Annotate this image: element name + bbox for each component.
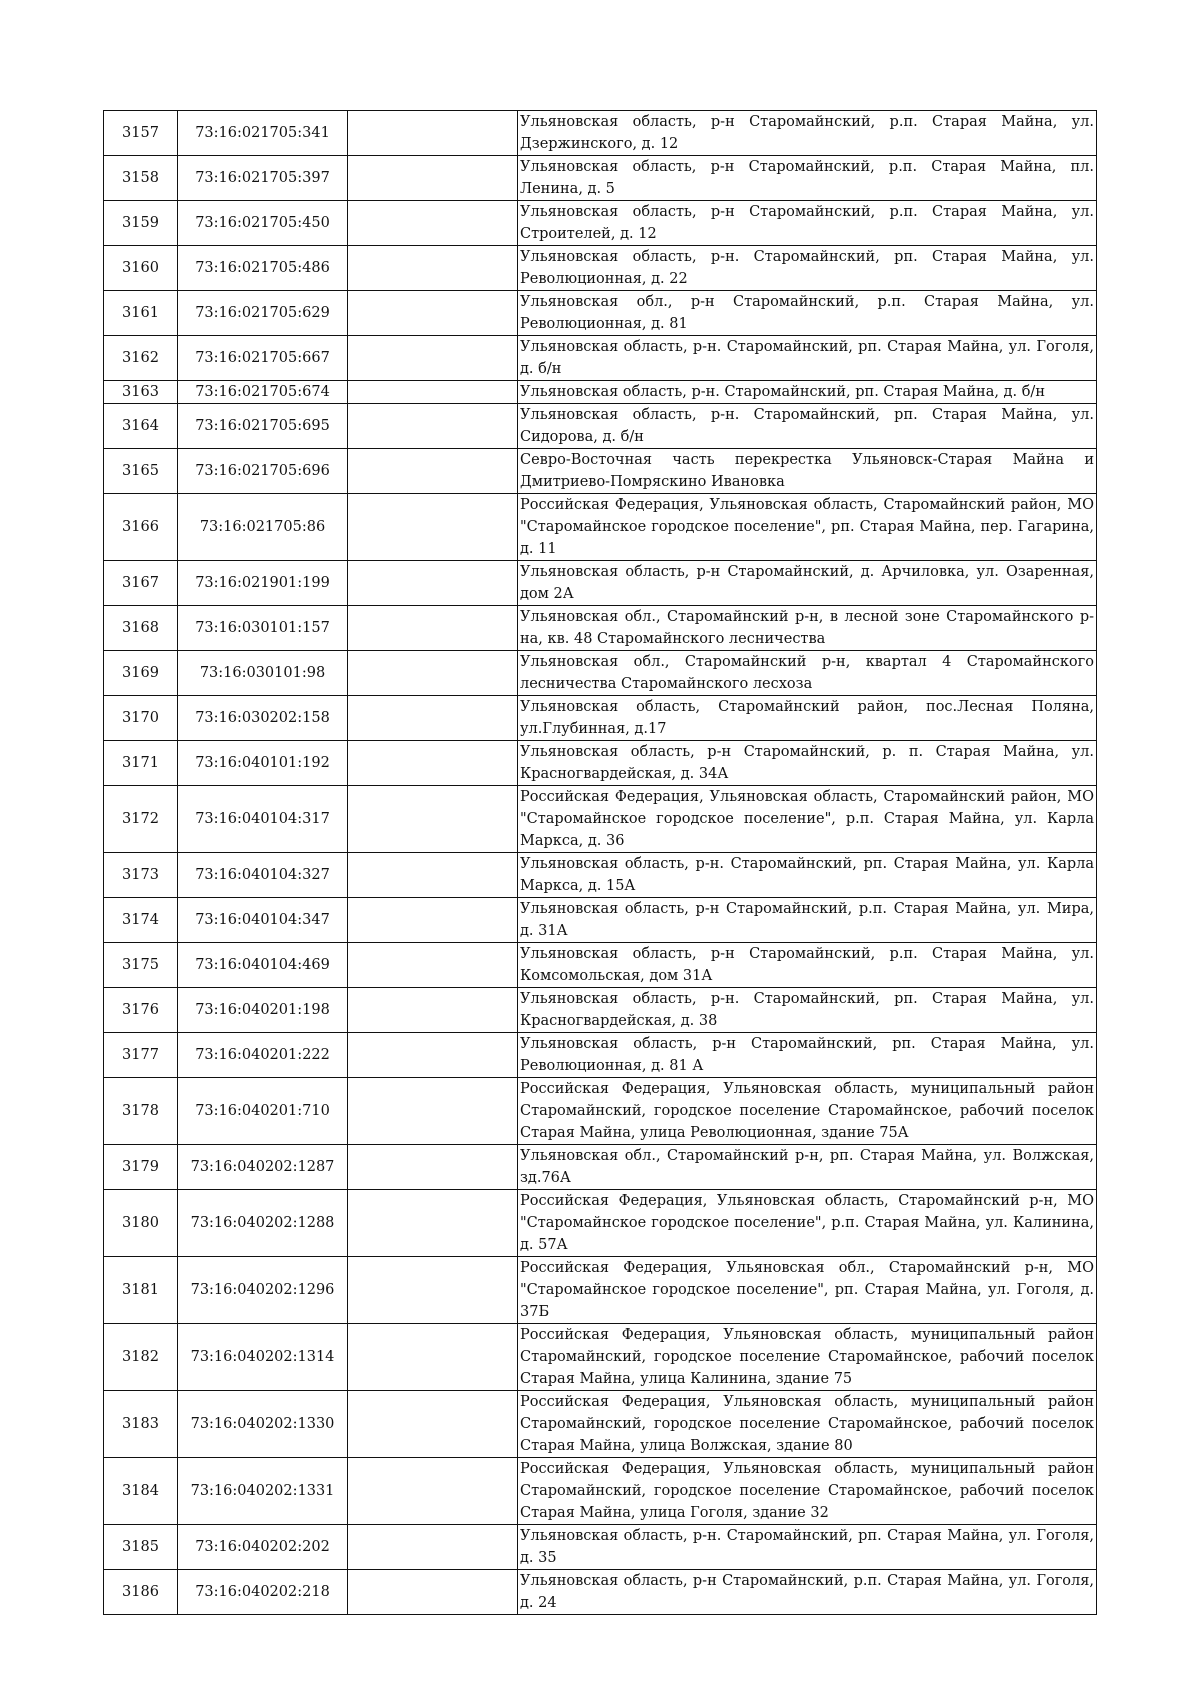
table-row bbox=[104, 988, 1097, 1033]
empty-cell bbox=[348, 696, 518, 741]
cadastral-number: 73:16:040104:327 bbox=[178, 853, 348, 898]
row-number: 3161 bbox=[104, 291, 178, 336]
empty-cell bbox=[348, 1570, 518, 1615]
address: Ульяновская область, р-н. Старомайнский, рп. Старая Майна, ул. Революционная, д. 22 bbox=[518, 246, 1097, 291]
empty-cell bbox=[348, 246, 518, 291]
row-number: 3186 bbox=[104, 1570, 178, 1615]
row-number: 3179 bbox=[104, 1145, 178, 1190]
cadastral-number: 73:16:040202:1331 bbox=[178, 1458, 348, 1525]
address: Ульяновская область, р-н Старомайнский, р.п. Старая Майна, ул. Комсомольская, дом 31А bbox=[518, 943, 1097, 988]
row-number: 3181 bbox=[104, 1257, 178, 1324]
address: Ульяновская область, р-н Старомайнский, р.п. Старая Майна, ул. Строителей, д. 12 bbox=[518, 201, 1097, 246]
address: Ульяновская область, р-н. Старомайнский, рп. Старая Майна, ул. Карла Маркса, д. 15А bbox=[518, 853, 1097, 898]
cadastral-number: 73:16:021705:674 bbox=[178, 381, 348, 404]
address: Российская Федерация, Ульяновская область, Старомайнский р-н, МО "Старомайнское городское поселение", р.п. Старая Майна, ул. Калинина, д. 57А bbox=[518, 1190, 1097, 1257]
row-number: 3184 bbox=[104, 1458, 178, 1525]
empty-cell bbox=[348, 606, 518, 651]
cadastral-number: 73:16:040201:222 bbox=[178, 1033, 348, 1078]
empty-cell bbox=[348, 494, 518, 561]
row-number: 3164 bbox=[104, 404, 178, 449]
row-number: 3158 bbox=[104, 156, 178, 201]
row-number: 3168 bbox=[104, 606, 178, 651]
empty-cell bbox=[348, 1078, 518, 1145]
cadastral-number: 73:16:021705:696 bbox=[178, 449, 348, 494]
empty-cell bbox=[348, 201, 518, 246]
row-number: 3177 bbox=[104, 1033, 178, 1078]
table-row bbox=[104, 1525, 1097, 1570]
table-row bbox=[104, 741, 1097, 786]
empty-cell bbox=[348, 1145, 518, 1190]
empty-cell bbox=[348, 786, 518, 853]
address: Ульяновская обл., Старомайнский р-н, в лесной зоне Старомайнского р-на, кв. 48 Старомайнского лесничества bbox=[518, 606, 1097, 651]
address: Ульяновская обл., Старомайнский р-н, рп. Старая Майна, ул. Волжская, зд.76А bbox=[518, 1145, 1097, 1190]
table-row bbox=[104, 246, 1097, 291]
table-row bbox=[104, 561, 1097, 606]
property-registry-table bbox=[103, 110, 1097, 1615]
table-row bbox=[104, 1033, 1097, 1078]
address: Ульяновская область, р-н. Старомайнский, рп. Старая Майна, ул. Сидорова, д. б/н bbox=[518, 404, 1097, 449]
address: Ульяновская область, р-н Старомайнский, д. Арчиловка, ул. Озаренная, дом 2А bbox=[518, 561, 1097, 606]
table-row bbox=[104, 1257, 1097, 1324]
cadastral-number: 73:16:021705:397 bbox=[178, 156, 348, 201]
address: Ульяновская область, р-н. Старомайнский, рп. Старая Майна, д. б/н bbox=[518, 381, 1097, 404]
cadastral-number: 73:16:021705:667 bbox=[178, 336, 348, 381]
row-number: 3169 bbox=[104, 651, 178, 696]
cadastral-number: 73:16:021705:450 bbox=[178, 201, 348, 246]
address: Севро-Восточная часть перекрестка Ульяновск-Старая Майна и Дмитриево-Помряскино Ивановка bbox=[518, 449, 1097, 494]
empty-cell bbox=[348, 898, 518, 943]
table-row bbox=[104, 1570, 1097, 1615]
empty-cell bbox=[348, 381, 518, 404]
empty-cell bbox=[348, 853, 518, 898]
cadastral-number: 73:16:040202:218 bbox=[178, 1570, 348, 1615]
row-number: 3167 bbox=[104, 561, 178, 606]
row-number: 3172 bbox=[104, 786, 178, 853]
cadastral-number: 73:16:040201:710 bbox=[178, 1078, 348, 1145]
row-number: 3182 bbox=[104, 1324, 178, 1391]
empty-cell bbox=[348, 741, 518, 786]
row-number: 3173 bbox=[104, 853, 178, 898]
empty-cell bbox=[348, 651, 518, 696]
address: Ульяновская область, р-н Старомайнский, р.п. Старая Майна, ул. Гоголя, д. 24 bbox=[518, 1570, 1097, 1615]
address: Ульяновская область, р-н. Старомайнский, рп. Старая Майна, ул. Гоголя, д. 35 bbox=[518, 1525, 1097, 1570]
cadastral-number: 73:16:040201:198 bbox=[178, 988, 348, 1033]
table-row bbox=[104, 1145, 1097, 1190]
cadastral-number: 73:16:040104:469 bbox=[178, 943, 348, 988]
cadastral-number: 73:16:040104:347 bbox=[178, 898, 348, 943]
table-row bbox=[104, 1324, 1097, 1391]
address: Ульяновская область, р-н. Старомайнский, рп. Старая Майна, ул. Гоголя, д. б/н bbox=[518, 336, 1097, 381]
cadastral-number: 73:16:021705:629 bbox=[178, 291, 348, 336]
address: Российская Федерация, Ульяновская область, муниципальный район Старомайнский, городское поселение Старомайнское, рабочий поселок Старая Майна, улица Гоголя, здание 32 bbox=[518, 1458, 1097, 1525]
address: Ульяновская область, р-н Старомайнский, р.п. Старая Майна, ул. Дзержинского, д. 12 bbox=[518, 111, 1097, 156]
table-row bbox=[104, 291, 1097, 336]
cadastral-number: 73:16:021705:695 bbox=[178, 404, 348, 449]
cadastral-number: 73:16:040202:1314 bbox=[178, 1324, 348, 1391]
cadastral-number: 73:16:030101:157 bbox=[178, 606, 348, 651]
empty-cell bbox=[348, 1257, 518, 1324]
row-number: 3171 bbox=[104, 741, 178, 786]
row-number: 3159 bbox=[104, 201, 178, 246]
table-row bbox=[104, 404, 1097, 449]
row-number: 3166 bbox=[104, 494, 178, 561]
row-number: 3165 bbox=[104, 449, 178, 494]
table-row bbox=[104, 1458, 1097, 1525]
row-number: 3157 bbox=[104, 111, 178, 156]
empty-cell bbox=[348, 111, 518, 156]
empty-cell bbox=[348, 1190, 518, 1257]
table-row bbox=[104, 943, 1097, 988]
table-row bbox=[104, 201, 1097, 246]
address: Российская Федерация, Ульяновская область, муниципальный район Старомайнский, городское поселение Старомайнское, рабочий поселок Старая Майна, улица Калинина, здание 75 bbox=[518, 1324, 1097, 1391]
row-number: 3160 bbox=[104, 246, 178, 291]
table-body bbox=[104, 111, 1097, 1615]
address: Ульяновская обл., р-н Старомайнский, р.п. Старая Майна, ул. Революционная, д. 81 bbox=[518, 291, 1097, 336]
empty-cell bbox=[348, 156, 518, 201]
table-row bbox=[104, 111, 1097, 156]
cadastral-number: 73:16:040101:192 bbox=[178, 741, 348, 786]
cadastral-number: 73:16:021705:341 bbox=[178, 111, 348, 156]
cadastral-number: 73:16:040202:1296 bbox=[178, 1257, 348, 1324]
row-number: 3180 bbox=[104, 1190, 178, 1257]
cadastral-number: 73:16:040104:317 bbox=[178, 786, 348, 853]
row-number: 3175 bbox=[104, 943, 178, 988]
empty-cell bbox=[348, 291, 518, 336]
cadastral-number: 73:16:021705:486 bbox=[178, 246, 348, 291]
row-number: 3162 bbox=[104, 336, 178, 381]
table-row bbox=[104, 494, 1097, 561]
table-row bbox=[104, 1391, 1097, 1458]
empty-cell bbox=[348, 404, 518, 449]
cadastral-number: 73:16:021705:86 bbox=[178, 494, 348, 561]
table-row bbox=[104, 786, 1097, 853]
table-row bbox=[104, 606, 1097, 651]
empty-cell bbox=[348, 1033, 518, 1078]
table-row bbox=[104, 336, 1097, 381]
address: Ульяновская область, Старомайнский район, пос.Лесная Поляна, ул.Глубинная, д.17 bbox=[518, 696, 1097, 741]
row-number: 3185 bbox=[104, 1525, 178, 1570]
row-number: 3183 bbox=[104, 1391, 178, 1458]
table-row bbox=[104, 853, 1097, 898]
table-row bbox=[104, 1190, 1097, 1257]
table-row bbox=[104, 696, 1097, 741]
cadastral-number: 73:16:021901:199 bbox=[178, 561, 348, 606]
empty-cell bbox=[348, 1324, 518, 1391]
row-number: 3174 bbox=[104, 898, 178, 943]
address: Ульяновская область, р-н Старомайнский, рп. Старая Майна, ул. Революционная, д. 81 А bbox=[518, 1033, 1097, 1078]
address: Ульяновская область, р-н Старомайнский, р.п. Старая Майна, ул. Мира, д. 31А bbox=[518, 898, 1097, 943]
empty-cell bbox=[348, 336, 518, 381]
row-number: 3170 bbox=[104, 696, 178, 741]
address: Российская Федерация, Ульяновская область, Старомайнский район, МО "Старомайнское городское поселение", р.п. Старая Майна, ул. Карла Маркса, д. 36 bbox=[518, 786, 1097, 853]
address: Российская Федерация, Ульяновская область, муниципальный район Старомайнский, городское поселение Старомайнское, рабочий поселок Старая Майна, улица Революционная, здание 75А bbox=[518, 1078, 1097, 1145]
address: Российская Федерация, Ульяновская область, муниципальный район Старомайнский, городское поселение Старомайнское, рабочий поселок Старая Майна, улица Волжская, здание 80 bbox=[518, 1391, 1097, 1458]
address: Ульяновская область, р-н Старомайнский, р.п. Старая Майна, пл. Ленина, д. 5 bbox=[518, 156, 1097, 201]
table-row bbox=[104, 381, 1097, 404]
empty-cell bbox=[348, 561, 518, 606]
address: Ульяновская область, р-н Старомайнский, р. п. Старая Майна, ул. Красногвардейская, д. 34А bbox=[518, 741, 1097, 786]
cadastral-number: 73:16:040202:1287 bbox=[178, 1145, 348, 1190]
address: Российская Федерация, Ульяновская область, Старомайнский район, МО "Старомайнское городское поселение", рп. Старая Майна, пер. Гагарина, д. 11 bbox=[518, 494, 1097, 561]
cadastral-number: 73:16:030101:98 bbox=[178, 651, 348, 696]
address: Ульяновская обл., Старомайнский р-н, квартал 4 Старомайнского лесничества Старомайнского лесхоза bbox=[518, 651, 1097, 696]
cadastral-number: 73:16:040202:1288 bbox=[178, 1190, 348, 1257]
row-number: 3176 bbox=[104, 988, 178, 1033]
table-row bbox=[104, 651, 1097, 696]
empty-cell bbox=[348, 449, 518, 494]
address: Российская Федерация, Ульяновская обл., Старомайнский р-н, МО "Старомайнское городское поселение", рп. Старая Майна, ул. Гоголя, д. 37Б bbox=[518, 1257, 1097, 1324]
empty-cell bbox=[348, 988, 518, 1033]
empty-cell bbox=[348, 1458, 518, 1525]
table-row bbox=[104, 1078, 1097, 1145]
table-row bbox=[104, 449, 1097, 494]
row-number: 3178 bbox=[104, 1078, 178, 1145]
empty-cell bbox=[348, 943, 518, 988]
table-row bbox=[104, 898, 1097, 943]
row-number: 3163 bbox=[104, 381, 178, 404]
cadastral-number: 73:16:030202:158 bbox=[178, 696, 348, 741]
empty-cell bbox=[348, 1525, 518, 1570]
address: Ульяновская область, р-н. Старомайнский, рп. Старая Майна, ул. Красногвардейская, д. 38 bbox=[518, 988, 1097, 1033]
table-row bbox=[104, 156, 1097, 201]
empty-cell bbox=[348, 1391, 518, 1458]
cadastral-number: 73:16:040202:1330 bbox=[178, 1391, 348, 1458]
cadastral-number: 73:16:040202:202 bbox=[178, 1525, 348, 1570]
